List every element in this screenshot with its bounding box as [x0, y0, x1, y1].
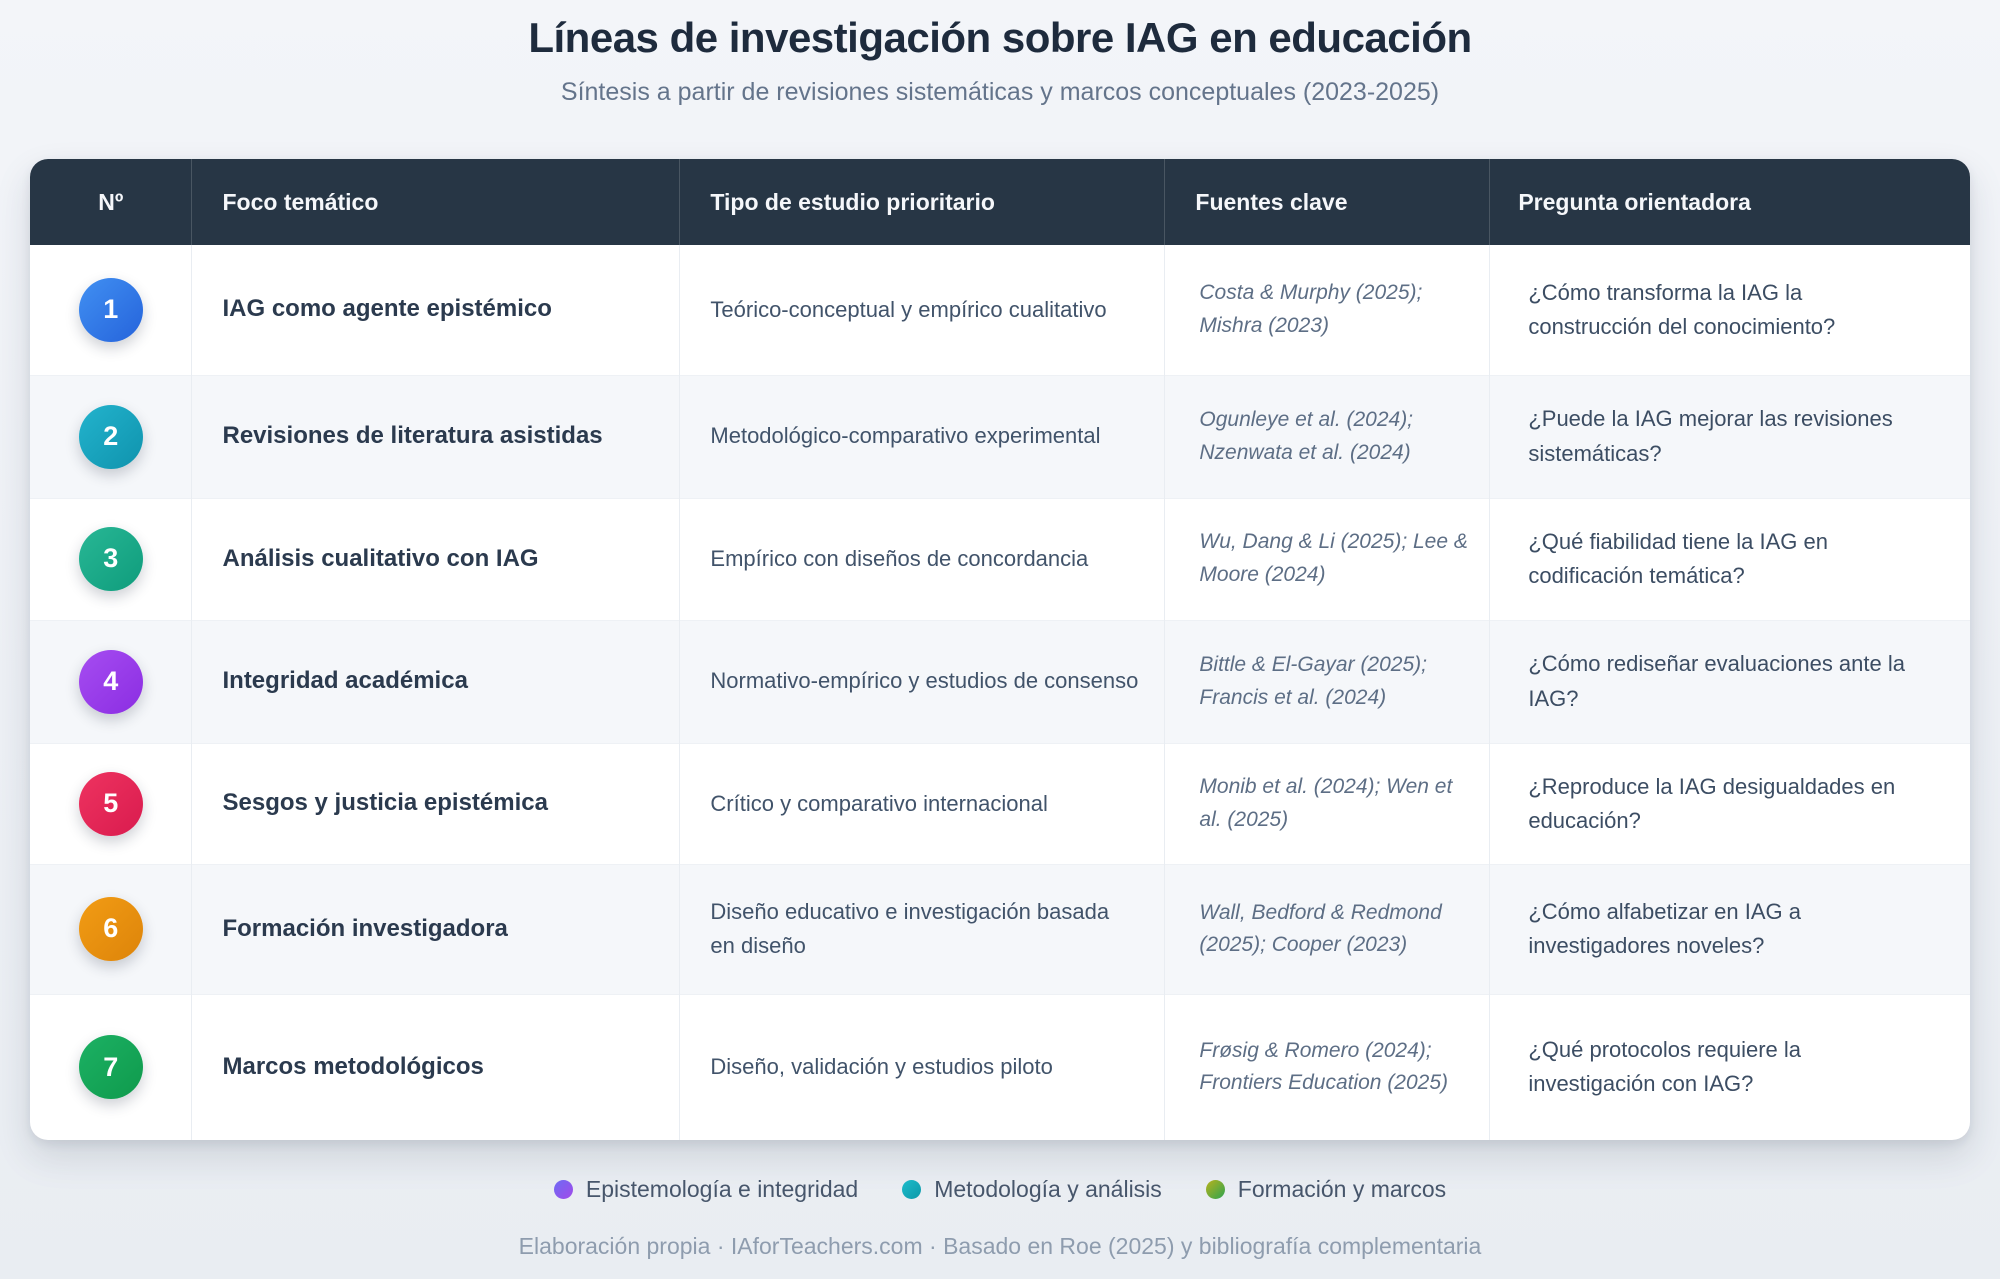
- pregunta-orientadora-cell: ¿Cómo alfabetizar en IAG a investigadores noveles?: [1490, 864, 1970, 994]
- column-header-num: Nº: [30, 159, 192, 245]
- table-row: [30, 620, 1970, 743]
- fuentes-clave-cell: Monib et al. (2024); Wen et al. (2025): [1165, 743, 1490, 864]
- page-title: Líneas de investigación sobre IAG en educación: [528, 14, 1472, 61]
- fuentes-clave-cell: Ogunleye et al. (2024); Nzenwata et al. (2024): [1165, 375, 1490, 498]
- row-number-cell: [30, 245, 192, 375]
- legend: [0, 1176, 2000, 1203]
- fuentes-clave-cell: Wall, Bedford & Redmond (2025); Cooper (2023): [1165, 864, 1490, 994]
- row-number-badge: 5: [79, 772, 143, 836]
- foco-tematico-cell: Marcos metodológicos: [192, 994, 680, 1140]
- table-row: [30, 743, 1970, 864]
- row-number-cell: [30, 994, 192, 1140]
- row-number-cell: [30, 743, 192, 864]
- legend-item: [1206, 1176, 1446, 1203]
- pregunta-orientadora-cell: ¿Reproduce la IAG desigualdades en educación?: [1490, 743, 1970, 864]
- fuentes-clave-cell: Frøsig & Romero (2024); Frontiers Education (2025): [1165, 994, 1490, 1140]
- row-number-cell: [30, 620, 192, 743]
- row-number-cell: [30, 498, 192, 620]
- table-body: [30, 245, 1970, 1140]
- pregunta-orientadora-cell: ¿Puede la IAG mejorar las revisiones sistemáticas?: [1490, 375, 1970, 498]
- fuentes-clave-cell: Bittle & El-Gayar (2025); Francis et al. (2024): [1165, 620, 1490, 743]
- row-number-badge: 1: [79, 278, 143, 342]
- legend-label: Epistemología e integridad: [585, 1176, 859, 1203]
- row-number-badge: 3: [79, 527, 143, 591]
- table-row: [30, 245, 1970, 375]
- tipo-estudio-cell: Teórico-conceptual y empírico cualitativo: [680, 245, 1165, 375]
- research-table: [30, 159, 1970, 1140]
- row-number-badge: 7: [79, 1035, 143, 1099]
- header-row: [30, 159, 1970, 245]
- table-row: [30, 375, 1970, 498]
- column-header-foco: Foco temático: [192, 159, 680, 245]
- legend-dot: [1206, 1180, 1225, 1199]
- foco-tematico-cell: Sesgos y justicia epistémica: [192, 743, 680, 864]
- pregunta-orientadora-cell: ¿Qué fiabilidad tiene la IAG en codificación temática?: [1490, 498, 1970, 620]
- table-row: [30, 864, 1970, 994]
- pregunta-orientadora-cell: ¿Qué protocolos requiere la investigación con IAG?: [1490, 994, 1970, 1140]
- legend-label: Metodología y análisis: [934, 1176, 1162, 1203]
- tipo-estudio-cell: Diseño, validación y estudios piloto: [680, 994, 1165, 1140]
- foco-tematico-cell: Formación investigadora: [192, 864, 680, 994]
- tipo-estudio-cell: Diseño educativo e investigación basada en diseño: [680, 864, 1165, 994]
- column-header-fuentes: Fuentes clave: [1165, 159, 1490, 245]
- column-header-pregunta: Pregunta orientadora: [1490, 159, 1970, 245]
- legend-item: [902, 1176, 1162, 1203]
- row-number-badge: 4: [79, 650, 143, 714]
- table-row: [30, 994, 1970, 1140]
- legend-label: Formación y marcos: [1237, 1176, 1447, 1203]
- pregunta-orientadora-cell: ¿Cómo transforma la IAG la construcción del conocimiento?: [1528, 279, 1836, 339]
- legend-dot: [554, 1180, 573, 1199]
- table-header: [30, 159, 1970, 245]
- pregunta-orientadora-cell: ¿Cómo rediseñar evaluaciones ante la IAG?: [1490, 620, 1970, 743]
- foco-tematico-cell: Revisiones de literatura asistidas: [192, 375, 680, 498]
- research-table-card: [30, 159, 1970, 1140]
- row-number-cell: [30, 375, 192, 498]
- page-subtitle: Síntesis a partir de revisiones sistemáticas y marcos conceptuales (2023-2025): [560, 78, 1440, 106]
- footer-credit: Elaboración propia · IAforTeachers.com · Basado en Roe (2025) y bibliografía complementaria: [518, 1233, 1482, 1260]
- foco-tematico-cell: Análisis cualitativo con IAG: [192, 498, 680, 620]
- fuentes-clave-cell: Wu, Dang & Li (2025); Lee & Moore (2024): [1165, 498, 1490, 620]
- fuentes-clave-cell: Costa & Murphy (2025); Mishra (2023): [1165, 245, 1490, 375]
- row-number-cell: [30, 864, 192, 994]
- row-number-badge: 2: [79, 405, 143, 469]
- foco-tematico-cell: IAG como agente epistémico: [192, 245, 680, 375]
- tipo-estudio-cell: Empírico con diseños de concordancia: [680, 498, 1165, 620]
- legend-dot: [902, 1180, 921, 1199]
- table-row: [30, 498, 1970, 620]
- tipo-estudio-cell: Normativo-empírico y estudios de consenso: [680, 620, 1165, 743]
- tipo-estudio-cell: Crítico y comparativo internacional: [680, 743, 1165, 864]
- row-number-badge: 6: [79, 897, 143, 961]
- column-header-tipo: Tipo de estudio prioritario: [680, 159, 1165, 245]
- legend-item: [554, 1176, 858, 1203]
- foco-tematico-cell: Integridad académica: [192, 620, 680, 743]
- tipo-estudio-cell: Metodológico-comparativo experimental: [680, 375, 1165, 498]
- page-background: [0, 14, 2000, 1279]
